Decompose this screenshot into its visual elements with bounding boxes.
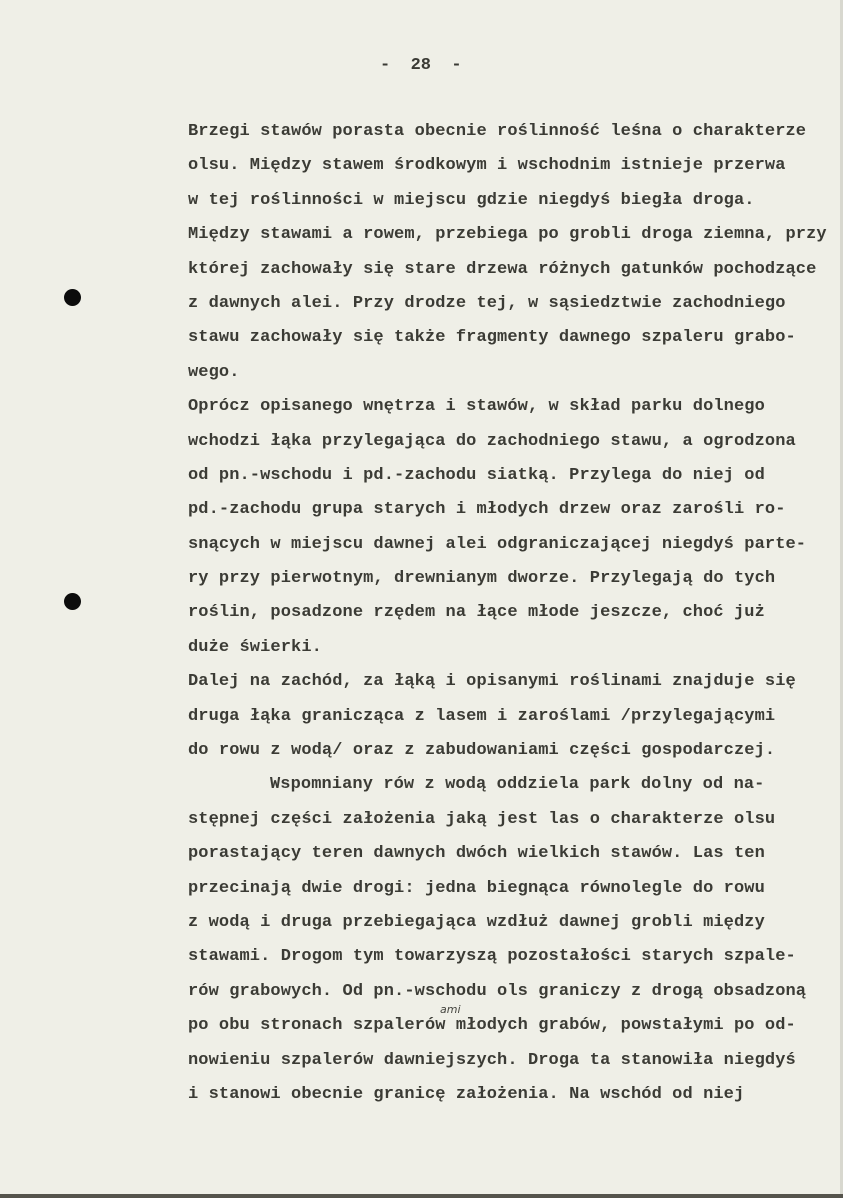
handwritten-annotation: ami (440, 1003, 461, 1016)
text-line: w tej roślinności w miejscu gdzie niegdyś biegła droga. (188, 190, 755, 210)
text-line: Wspomniany rów z wodą oddziela park dolny od na- (270, 775, 765, 795)
text-line: stępnej części założenia jaką jest las o charakterze olsu (188, 809, 776, 829)
text-line: Dalej na zachód, za łąką i opisanymi roślinami znajduje się (188, 672, 796, 692)
text-line: porastający teren dawnych dwóch wielkich stawów. Las ten (188, 844, 765, 864)
text-line: z wodą i druga przebiegająca wzdłuż dawnej grobli między (188, 912, 765, 932)
text-line: stawu zachowały się także fragmenty dawnego szpaleru grabo- (188, 328, 796, 348)
text-line: wchodzi łąka przylegająca do zachodniego stawu, a ogrodzona (188, 431, 796, 451)
punch-hole (64, 593, 81, 610)
text-line: stawami. Drogom tym towarzyszą pozostałości starych szpale- (188, 947, 796, 967)
text-line: której zachowały się stare drzewa różnych gatunków pochodzące (188, 259, 817, 279)
text-line: rów grabowych. Od pn.-wschodu ols graniczy z drogą obsadzoną (188, 981, 807, 1001)
text-line: nowieniu szpalerów dawniejszych. Droga ta stanowiła niegdyś (188, 1050, 796, 1070)
text-line: i stanowi obecnie granicę założenia. Na wschód od niej (188, 1084, 745, 1104)
text-line: po obu stronach szpalerów młodych grabów, powstałymi po od- (188, 1016, 796, 1036)
punch-hole (64, 289, 81, 306)
text-line: snących w miejscu dawnej alei odgraniczającej niegdyś parte- (188, 534, 807, 554)
text-line: Brzegi stawów porasta obecnie roślinność leśna o charakterze (188, 122, 807, 141)
text-line: ry przy pierwotnym, drewnianym dworze. Przylegają do tych (188, 569, 776, 589)
text-line: przecinają dwie drogi: jedna biegnąca równolegle do rowu (188, 878, 765, 898)
text-line: duże świerki. (188, 637, 322, 657)
page-number: - 28 - (380, 56, 462, 75)
text-line: od pn.-wschodu i pd.-zachodu siatką. Przylega do niej od (188, 465, 765, 485)
text-line: Oprócz opisanego wnętrza i stawów, w skład parku dolnego (188, 397, 765, 417)
text-line: wego. (188, 362, 240, 382)
text-line: pd.-zachodu grupa starych i młodych drzew oraz zarośli ro- (188, 500, 786, 520)
text-line: druga łąka granicząca z lasem i zaroślami /przylegającymi (188, 706, 776, 726)
text-line: z dawnych alei. Przy drodze tej, w sąsiedztwie zachodniego (188, 293, 786, 313)
text-line: Między stawami a rowem, przebiega po grobli droga ziemna, przy (188, 225, 827, 245)
text-line: do rowu z wodą/ oraz z zabudowaniami części gospodarczej. (188, 741, 776, 761)
page-edge-bottom (0, 1194, 843, 1198)
text-line: olsu. Między stawem środkowym i wschodnim istnieje przerwa (188, 156, 786, 176)
text-line: roślin, posadzone rzędem na łące młode jeszcze, choć już (188, 603, 765, 623)
body-text (188, 122, 827, 1119)
